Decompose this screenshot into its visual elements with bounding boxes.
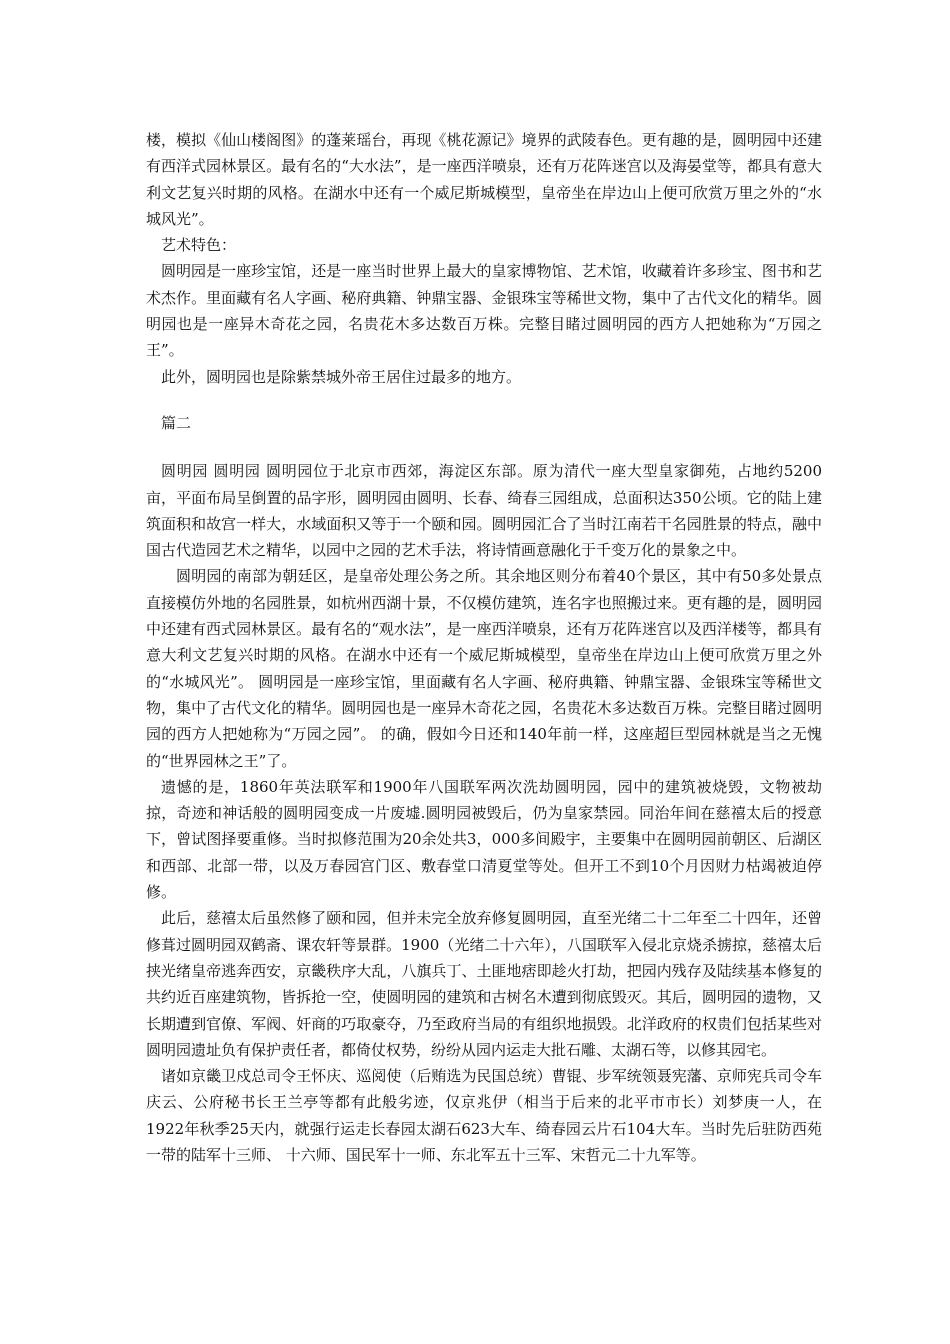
paragraph-warlords: 诸如京畿卫戍总司令王怀庆、巡阅使（后贿选为民国总统）曹锟、步军统领聂宪藩、京师宪兵司令车庆云、公府秘书长王兰亭等都有此般劣迹，仅京兆伊（相当于后来的北平市市长）刘梦庚一人，在1922年秋季25天内，就强行运走长春园太湖石623大车、绮春园云片石104大车。当时先后驻防西苑一带的陆军十三师、 十六师、国民军十一师、东北军五十三军、宋哲元二十九军等。 <box>146 1067 822 1164</box>
paragraph-residence: 此外，圆明园也是除紫禁城外帝王居住过最多的地方。 <box>161 367 522 386</box>
paragraph-art-features: 圆明园是一座珍宝馆，还是一座当时世界上最大的皇家博物馆、艺术馆，收藏着许多珍宝、图书和艺术杰作。里面藏有名人字画、秘府典籍、钟鼎宝器、金银珠宝等稀世文物，集中了古代文化的精华。圆明园也是一座异木奇花之园，名贵花木多达数百万株。完整目睹过圆明园的西方人把她称为“万园之王”。 <box>146 262 822 360</box>
paragraph-intro: 圆明园 圆明园 圆明园位于北京市西郊，海淀区东部。原为清代一座大型皇家御苑，占地约5200亩，平面布局呈倒置的品字形，圆明园由圆明、长春、绮春三园组成，总面积达350公顷。它的陆上建筑面积和故宫一样大，水域面积又等于一个颐和园。圆明园汇合了当时江南若干名园胜景的特点，融中国古代造园艺术之精华，以园中之园的艺术手法，将诗情画意融化于千变万化的景象之中。 <box>146 462 822 560</box>
document-body <box>146 127 822 1168</box>
paragraph-continued: 楼，模拟《仙山楼阁图》的蓬莱瑶台，再现《桃花源记》境界的武陵春色。更有趣的是，圆明园中还建有西洋式园林景区。最有名的“大水法”，是一座西洋喷泉，还有万花阵迷宫以及海晏堂等，都具有意大利文艺复兴时期的风格。在湖水中还有一个威尼斯城模型，皇帝坐在岸边山上便可欣赏万里之外的“水城风光”。 <box>146 131 822 228</box>
section-title: 篇二 <box>161 413 192 432</box>
paragraph-destruction: 遗憾的是，1860年英法联军和1900年八国联军两次洗劫圆明园，园中的建筑被烧毁，文物被劫掠，奇迹和神话般的圆明园变成一片废墟.圆明园被毁后，仍为皇家禁园。同治年间在慈禧太后的授意下，曾试图择要重修。当时拟修范围为20余处共3，000多间殿宇，主要集中在圆明园前朝区、后湖区和西部、北部一带，以及万春园宫门区、敷春堂口清夏堂等处。但开工不到10个月因财力枯竭被迫停修。 <box>146 777 822 902</box>
paragraph-aftermath: 此后，慈禧太后虽然修了颐和园，但并未完全放弃修复圆明园，直至光绪二十二年至二十四年，还曾修葺过圆明园双鹤斋、课农轩等景群。1900（光绪二十六年），八国联军入侵北京烧杀掳掠，慈禧太后挟光绪皇帝逃奔西安，京畿秩序大乱，八旗兵丁、土匪地痞即趁火打劫，把园内残存及陆续基本修复的共约近百座建筑物，皆拆抢一空，使圆明园的建筑和古树名木遭到彻底毁灭。其后，圆明园的遗物，又长期遭到官僚、军阀、奸商的巧取豪夺，乃至政府当局的有组织地损毁。北洋政府的权贵们包括某些对圆明园遗址负有保护责任者，都倚仗权势，纷纷从园内运走大批石雕、太湖石等，以修其园宅。 <box>146 909 822 1059</box>
paragraph-art-heading: 艺术特色： <box>161 236 237 255</box>
paragraph-south: 圆明园的南部为朝廷区，是皇帝处理公务之所。其余地区则分布着40个景区，其中有50多处景点直接模仿外地的名园胜景，如杭州西湖十景，不仅模仿建筑，连名字也照搬过来。更有趣的是，圆明园中还建有西式园林景区。最有名的“观水法”，是一座西洋喷泉，还有万花阵迷宫以及西洋楼等，都具有意大利文艺复兴时期的风格。在湖水中还有一个威尼斯城模型，皇帝坐在岸边山上便可欣赏万里之外的“水城风光”。 圆明园是一座珍宝馆，里面藏有名人字画、秘府典籍、钟鼎宝器、金银珠宝等稀世文物，集中了古代文化的精华。圆明园也是一座异木奇花之园，名贵花木多达数百万株。完整目睹过圆明园的西方人把她称为“万园之园”。 的确，假如今日还和140年前一样，这座超巨型园林就是当之无愧的“世界园林之王”了。 <box>146 567 822 770</box>
